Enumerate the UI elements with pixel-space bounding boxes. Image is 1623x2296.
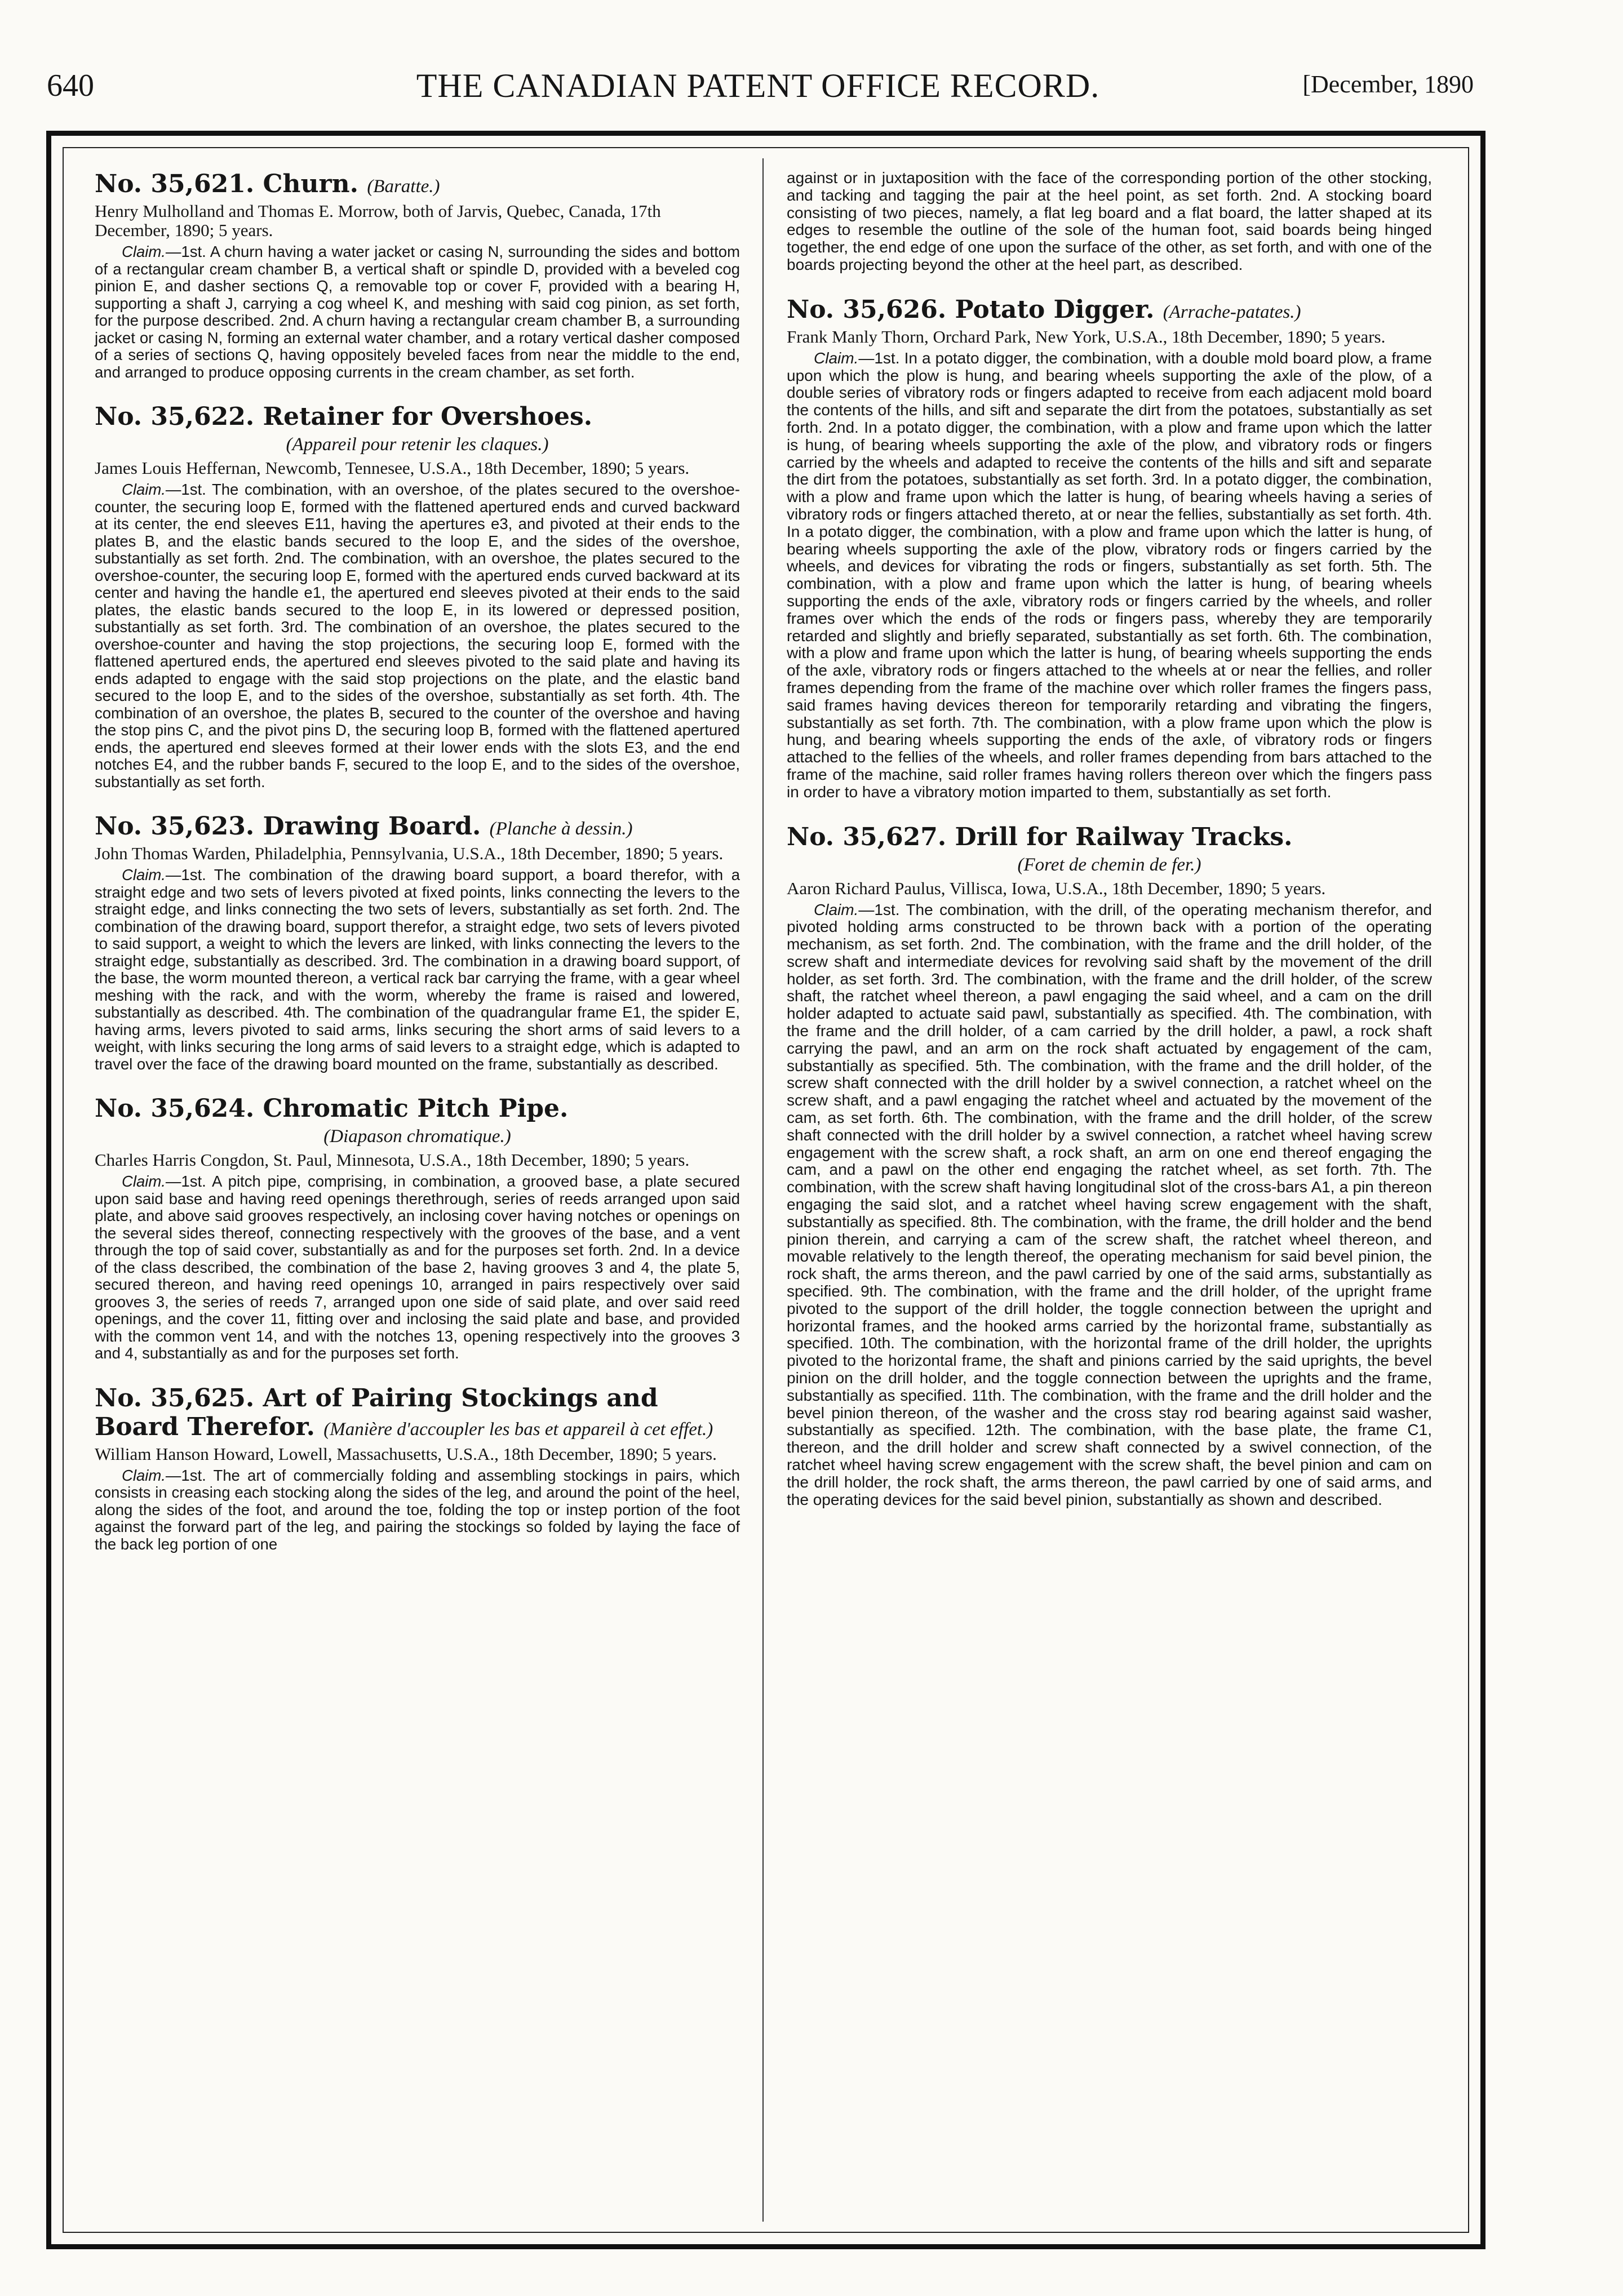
patent-title: Potato Digger. bbox=[955, 295, 1155, 324]
patent-number: No. 35,626. bbox=[787, 295, 947, 324]
patent-heading bbox=[787, 823, 1432, 851]
patent-french-title: (Arrache-patates.) bbox=[1163, 301, 1301, 322]
claim-continued-text: against or in juxtaposition with the face of the corresponding portion of the other stocking, and tacking and tagging the pair at the heel point, as set forth. 2nd. A stocking board consisting of two pieces, namely, a flat leg board and a flat board, the latter shaped at its edges to resemble the outline of the sole of the human foot, said boards being hinged together, the end edge of one upon the surface of the other, as set forth, and with one of the boards projecting beyond the other at the heel part, as described. bbox=[787, 169, 1432, 273]
patent-title: Drawing Board. bbox=[263, 812, 481, 841]
claim-text: —1st. A churn having a water jacket or casing N, surrounding the sides and bottom of a rectangular cream chamber B, a vertical shaft or spindle D, provided with a beveled cog pinion E, and dasher sections Q, a removable top or cover F, provided with a bearing H, supporting a shaft J, carrying a cog wheel K, and meshing with said cog pinion, as set forth, for the purpose described. 2nd. A churn having a rectangular cream chamber B, a surrounding jacket or casing N, forming an external water chamber, and a rotary vertical dasher composed of a series of sections Q, having oppositely beveled faces from near the middle to the end, and arranged to produce opposing currents in the cream chamber, as set forth. bbox=[95, 243, 740, 381]
page-border bbox=[46, 131, 1485, 2249]
patent-entry bbox=[95, 402, 740, 791]
patent-french-title: (Manière d'accoupler les bas et appareil à cet effet.) bbox=[323, 1419, 713, 1440]
patent-claim bbox=[95, 481, 740, 791]
patent-claim bbox=[787, 350, 1432, 801]
claim-text: —1st. The combination of the drawing board support, a board therefor, with a straight edge and two sets of levers pivoted at fixed points, links connecting the levers to the straight edge, and links connecting the two sets of levers, substantially as set forth. 2nd. The combination of the drawing board, support therefor, a straight edge, two sets of levers pivoted to said support, a weight to which the levers are linked, with links connecting the levers to the straight edge, substantially as described. 3rd. The combination in a drawing board support, of the base, the worm mounted thereon, a vertical rack bar carrying the frame, with a gear wheel meshing with the rack, and with the worm, whereby the frame is raised and lowered, substantially as described. 4th. The combination of the quadrangular frame E1, the spider E, having arms, levers pivoted to said arms, links securing the short arms of said levers to a weight, with links securing the long arms of said levers to a straight edge, which is adapted to travel over the face of the drawing board mounted on the frame, substantially as described. bbox=[95, 866, 740, 1073]
patent-number: No. 35,623. bbox=[95, 812, 255, 841]
patent-entry bbox=[95, 1384, 740, 1553]
patent-entry bbox=[787, 295, 1432, 801]
left-column bbox=[95, 170, 740, 1574]
claim-label: Claim. bbox=[122, 243, 166, 260]
patent-claim bbox=[95, 1173, 740, 1362]
patent-heading bbox=[95, 1384, 740, 1441]
column-divider bbox=[762, 158, 764, 2222]
patent-claim bbox=[787, 901, 1432, 1509]
patent-inventor: James Louis Heffernan, Newcomb, Tennesee, U.S.A., 18th December, 1890; 5 years. bbox=[95, 458, 690, 478]
claim-text: —1st. The art of commercially folding and assembling stockings in pairs, which consists in creasing each stocking along the sides of the leg, and around the point of the heel, along the sides of the foot, and around the toe, folding the top or instep portion of the foot against the forward part of the leg, and pairing the stockings so folded by laying the face of the back leg portion of one bbox=[95, 1466, 740, 1553]
patent-french-title: (Diapason chromatique.) bbox=[323, 1126, 511, 1147]
patent-title: Drill for Railway Tracks. bbox=[955, 822, 1293, 851]
claim-label: Claim. bbox=[122, 866, 166, 883]
patent-claim bbox=[95, 243, 740, 381]
right-column bbox=[787, 170, 1432, 1530]
patent-title: Churn. bbox=[263, 170, 358, 198]
patent-french-title: (Foret de chemin de fer.) bbox=[1017, 854, 1201, 875]
claim-text: —1st. The combination, with an overshoe, of the plates secured to the overshoe-counter, the securing loop E, formed with the flattened apertured ends and curved backward at its center, the end sleeves E11, having the apertures e3, and pivoted at their ends to the plates B, and the elastic bands secured to the loop E, and the sides of the overshoe, substantially as set forth. 2nd. The combination, with an overshoe, the plates secured to the overshoe-counter, the securing loop E, formed with the apertured ends curved backward at its center and having the handle e1, the apertured end sleeves pivoted at their ends to the said plates, the elastic bands secured to the loop E, in its lowered or depressed position, substantially as set forth. 3rd. The combination of an overshoe, the plates secured to the overshoe-counter and having the stop projections, the securing loop E, formed with the flattened apertured ends, the apertured end sleeves pivoted to the said plate and having its ends adapted to engage with the said stop projections on the plate, and the elastic band secured to the loop E, and to the sides of the overshoe, substantially as set forth. 4th. The combination of an overshoe, the plates B, secured to the counter of the overshoe and having the stop pins C, and the pivot pins D, the securing loop B, formed with the flattened apertured ends, the apertured end sleeves formed at their lower ends with the slots E3, and the end notches E4, and the rubber bands F, secured to the loop E, and to the sides of the overshoe, substantially as set forth. bbox=[95, 481, 740, 791]
patent-title: Chromatic Pitch Pipe. bbox=[263, 1094, 569, 1123]
patent-inventor: Frank Manly Thorn, Orchard Park, New York, U.S.A., 18th December, 1890; 5 years. bbox=[787, 326, 1386, 347]
claim-label: Claim. bbox=[122, 1466, 166, 1484]
patent-heading bbox=[787, 295, 1432, 324]
patent-inventor: Aaron Richard Paulus, Villisca, Iowa, U.S.A., 18th December, 1890; 5 years. bbox=[787, 878, 1326, 898]
patent-entry bbox=[95, 1094, 740, 1362]
patent-french-title: (Appareil pour retenir les claques.) bbox=[286, 434, 549, 455]
patent-continuation bbox=[787, 170, 1432, 274]
patent-claim bbox=[95, 867, 740, 1073]
patent-number: No. 35,624. bbox=[95, 1094, 255, 1123]
patent-entry bbox=[95, 812, 740, 1073]
issue-date: [December, 1890 bbox=[1302, 70, 1474, 98]
patent-claim bbox=[95, 1467, 740, 1553]
patent-entry bbox=[95, 170, 740, 381]
patent-heading bbox=[95, 170, 740, 198]
patent-heading bbox=[95, 812, 740, 841]
patent-heading bbox=[95, 1094, 740, 1123]
claim-label: Claim. bbox=[122, 481, 166, 498]
claim-text: —1st. The combination, with the drill, of the operating mechanism therefor, and pivoted holding arms constructed to be thrown back with a portion of the operating mechanism, as set forth. 2nd. The combination, with the frame and the drill holder, of the screw shaft and intermediate devices for revolving said shaft by the movement of the drill holder, as set forth. 3rd. The combination, with the frame and the drill holder, of the screw shaft, the ratchet wheel thereon, a pawl engaging the said wheel, and a cam on the drill holder adapted to actuate said pawl, substantially as specified. 4th. The combination, with the frame and the drill holder, of a cam carried by the drill holder, a pawl, a rock shaft carrying the pawl, and an arm on the rock shaft actuated by engagement of the cam, substantially as specified. 5th. The combination, with the frame and the drill holder, of the screw shaft connected with the drill holder by a swivel connection, a ratchet wheel on the screw shaft, and a pawl engaging the ratchet wheel and actuated by the movement of the cam, as set forth. 6th. The combination, with the frame and the drill holder, of the screw shaft connected with the drill holder by a swivel connection, a ratchet wheel having screw engagement with the screw shaft, a rock shaft, an arm on one end thereof engaging the cam, and a pawl on the other end engaging the ratchet wheel, as set forth. 7th. The combination, with the screw shaft having longitudinal slot of the cross-bars A1, a pin thereon engaging the said slot, and a ratchet wheel having screw engagement with the shaft, substantially as specified. 8th. The combination, with the frame, the drill holder and the bend pinion therein, and carrying a cam of the screw shaft, the ratchet wheel thereon, and movable relatively to the length thereof, the operating mechanism for said bevel pinion, the rock shaft, the arms thereon, and the pawl carried by one of the said arms, substantially as specified. 9th. The combination, with the frame and the drill holder, of the upright frame pivoted to the support of the drill holder, the toggle connection between the upright and horizontal frames, and the hooked arms carried by the horizontal frame, substantially as specified. 10th. The combination, with the horizontal frame of the drill holder, the uprights pivoted to the horizontal frame, the shaft and pinions carried by the said uprights, the bevel pinion on the drill holder, and the toggle connection between the uprights and the frame, substantially as specified. 11th. The combination, with the frame and the drill holder and the bevel pinion thereon, of the washer and the cross stay rod bearing against said washer, substantially as specified. 12th. The combination, with the base plate, the frame C1, thereon, and the drill holder and screw shaft connected by a swivel connection, of the ratchet wheel having screw engagement with the screw shaft, the bevel pinion and cam on the drill holder, the rock shaft, the arms thereon, the pawl carried by one of said arms, and the operating devices for the said bevel pinion, substantially as shown and described. bbox=[787, 900, 1432, 1508]
journal-title: THE CANADIAN PATENT OFFICE RECORD. bbox=[416, 67, 1100, 104]
patent-inventor: John Thomas Warden, Philadelphia, Pennsylvania, U.S.A., 18th December, 1890; 5 years. bbox=[95, 843, 724, 863]
patent-title: Art of Pairing Stockings and Board Therefor. bbox=[95, 1383, 658, 1441]
patent-inventor: William Hanson Howard, Lowell, Massachusetts, U.S.A., 18th December, 1890; 5 years. bbox=[95, 1444, 717, 1464]
patent-number: No. 35,627. bbox=[787, 822, 947, 851]
claim-text: —1st. A pitch pipe, comprising, in combination, a grooved base, a plate secured upon said base and having reed openings therethrough, series of reeds arranged upon said plate, and above said grooves respectively, an inclosing cover having notches or openings on the several sides thereof, connecting respectively with the grooves of the base, and a vent through the top of said cover, substantially as and for the purposes set forth. 2nd. In a device of the class described, the combination of the base 2, having grooves 3 and 4, the plate 5, secured thereon, and having reed openings 10, arranged in pairs respectively over said grooves 3, the series of reeds 7, arranged upon one side of said plate, and over said reed openings, and the cover 11, fitting over and inclosing the said plate and base, and provided with the common vent 14, and with the notches 13, opening respectively into the grooves 3 and 4, substantially as and for the purposes set forth. bbox=[95, 1173, 740, 1362]
patent-number: No. 35,621. bbox=[95, 170, 255, 198]
claim-label: Claim. bbox=[122, 1173, 166, 1190]
claim-label: Claim. bbox=[814, 900, 859, 918]
running-head bbox=[42, 62, 1474, 113]
patent-number: No. 35,625. bbox=[95, 1383, 255, 1413]
patent-inventor: Henry Mulholland and Thomas E. Morrow, both of Jarvis, Quebec, Canada, 17th December, 1890; 5 years. bbox=[95, 201, 661, 240]
patent-entry bbox=[787, 823, 1432, 1509]
claim-text: —1st. In a potato digger, the combination, with a double mold board plow, a frame upon which the plow is hung, and bearing wheels supporting the axle of the plow, of a double series of vibratory rods or fingers adapted to receive from each adjacent mold board the contents of the hills, and sift and separate the dirt from the potatoes, substantially as set forth. 2nd. In a potato digger, the combination, with a plow and frame upon which the latter is hung, of bearing wheels supporting the axle of the plow, and vibratory rods or fingers carried by the wheels and adapted to receive the contents of the hills and sift and separate the dirt from the potatoes, substantially as set forth. 3rd. In a potato digger, the combination, with a plow and frame upon which the latter is hung, of bearing wheels having a series of vibratory rods or fingers attached thereto, at or near the fellies, substantially as set forth. 4th. In a potato digger, the combination, with a plow and frame upon which the latter is hung, of bearing wheels supporting the axle of the plow, vibratory rods or fingers carried by the wheels, and devices for vibrating the rods or fingers, substantially as set forth. 5th. The combination, with a plow and frame upon which the latter is hung, of bearing wheels supporting the ends of the axle, vibratory rods or fingers carried by the wheels, and roller frames over which the ends of the rods or fingers pass, whereby they are temporarily retarded and slightly and briefly separated, substantially as set forth. 6th. The combination, with a plow and frame upon which the latter is hung, of bearing wheels supporting the ends of the axle, vibratory rods or fingers attached to the wheels at or near the fellies, and roller frames depending from the frame of the machine over which roller frames the fingers pass, said frames having devices thereon for temporarily retarding and vibrating the fingers, substantially as set forth. 7th. The combination, with a plow frame upon which the plow is hung, and bearing wheels supporting the ends of the axle, of vibratory rods or fingers attached to the fellies of the wheels, and roller frames depending from bars attached to the frame of the machine, said roller frames having rollers thereon over which the fingers pass in order to have a vibratory motion imparted to them, substantially as set forth. bbox=[787, 349, 1432, 801]
patent-number: No. 35,622. bbox=[95, 402, 255, 431]
patent-inventor: Charles Harris Congdon, St. Paul, Minnesota, U.S.A., 18th December, 1890; 5 years. bbox=[95, 1150, 690, 1170]
page-number: 640 bbox=[47, 68, 94, 103]
claim-label: Claim. bbox=[814, 349, 859, 367]
patent-french-title: (Planche à dessin.) bbox=[489, 819, 633, 839]
patent-french-title: (Baratte.) bbox=[367, 176, 440, 197]
patent-heading bbox=[95, 402, 740, 431]
patent-title: Retainer for Overshoes. bbox=[263, 402, 593, 431]
